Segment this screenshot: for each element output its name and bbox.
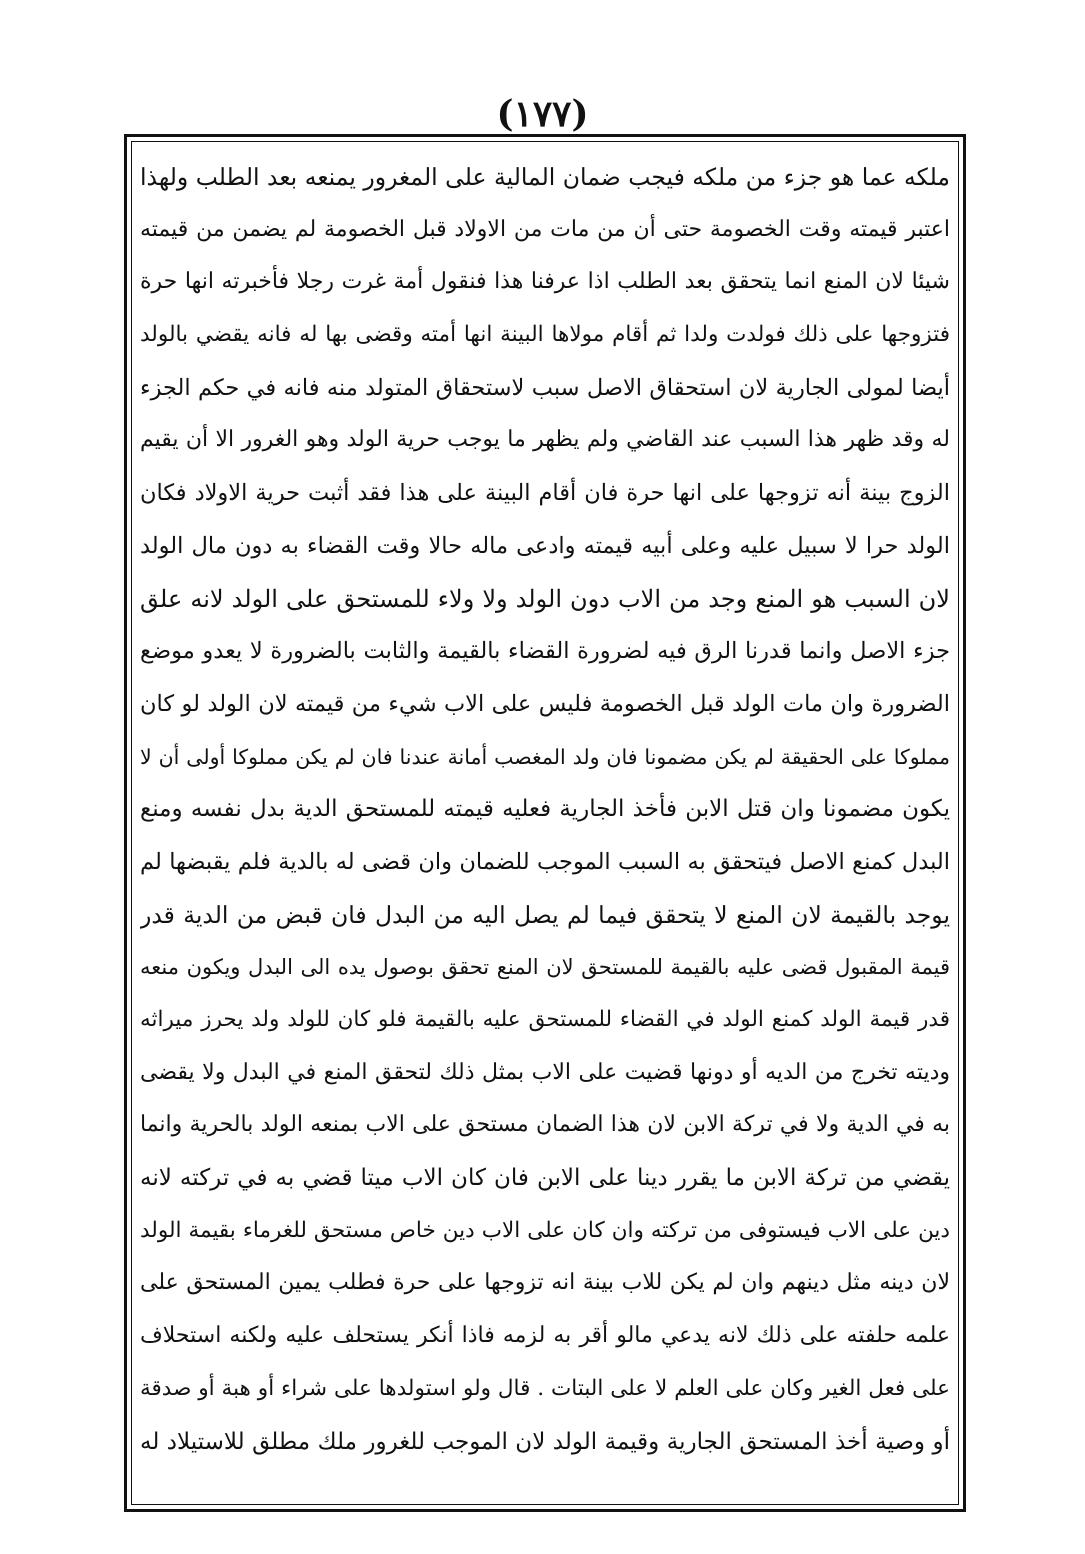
text-line: شيئا لان المنع انما يتحقق بعد الطلب اذا عرفنا هذا فنقول أمة غرت رجلا فأخبرته انها حرة	[140, 269, 950, 295]
text-line: علمه حلفته على ذلك لانه يدعي مالو أقر به لزمه فاذا أنكر يستحلف عليه ولكنه استحلاف	[140, 1323, 950, 1349]
text-line: الولد حرا لا سبيل عليه وعلى أبيه قيمته وادعى ماله حالا وقت القضاء به دون مال الولد	[140, 532, 950, 559]
text-line: دين على الاب فيستوفى من تركته وان كان على الاب دين خاص مستحق للغرماء بقيمة الولد	[140, 1217, 950, 1243]
text-line: قدر قيمة الولد كمنع الولد في القضاء للمستحق عليه بالقيمة فلو كان للولد ولد يحرز ميراثه	[140, 1007, 950, 1032]
text-line: مملوكا على الحقيقة لم يكن مضمونا فان ولد المغصب أمانة عندنا فان لم يكن مملوكا أولى أن لا	[140, 744, 950, 769]
text-line: يكون مضمونا وان قتل الابن فأخذ الجارية فعليه قيمته للمستحق الدية بدل نفسه ومنع	[140, 796, 950, 823]
text-line: ملكه عما هو جزء من ملكه فيجب ضمان المالية على المغرور يمنعه بعد الطلب ولهذا	[140, 163, 950, 191]
text-line: قيمة المقبول قضى عليه بالقيمة للمستحق لان المنع تحقق بوصول يده الى البدل ويكون منعه	[140, 955, 950, 980]
text-line: فتزوجها على ذلك فولدت ولدا ثم أقام مولاها البينة انها أمته وقضى بها له فانه يقضي بالولد	[140, 322, 950, 348]
body-text	[140, 151, 950, 1499]
text-line: على فعل الغير وكان على العلم لا على البتات . قال ولو استولدها على شراء أو هبة أو صدقة	[140, 1375, 950, 1401]
text-line: وديته تخرج من الديه أو دونها قضيت على الاب بمثل ذلك لتحقق المنع في البدل ولا يقضى	[140, 1059, 950, 1085]
text-line: له وقد ظهر هذا السبب عند القاضي ولم يظهر ما يوجب حرية الولد وهو الغرور الا أن يقيم	[140, 427, 950, 453]
text-line: يوجد بالقيمة لان المنع لا يتحقق فيما لم يصل اليه من البدل فان قبض من الدية قدر	[140, 900, 950, 929]
text-line: أيضا لمولى الجارية لان استحقاق الاصل سبب لاستحقاق المتولد منه فانه في حكم الجزء	[140, 374, 950, 401]
text-line: أو وصية أخذ المستحق الجارية وقيمة الولد لان الموجب للغرور ملك مطلق للاستيلاد له	[140, 1428, 950, 1455]
page-number: (١٧٧)	[496, 93, 589, 135]
text-line: لان السبب هو المنع وجد من الاب دون الولد ولا ولاء للمستحق على الولد لانه علق	[140, 584, 950, 613]
text-line: جزء الاصل وانما قدرنا الرق فيه لضرورة القضاء بالقيمة والثابت بالضرورة لا يعدو موضع	[140, 638, 950, 665]
text-line: البدل كمنع الاصل فيتحقق به السبب الموجب للضمان وان قضى له بالدية فلم يقبضها لم	[140, 848, 950, 875]
text-line: اعتبر قيمته وقت الخصومة حتى أن من مات من الاولاد قبل الخصومة لم يضمن من قيمته	[140, 216, 950, 242]
text-line: به في الدية ولا في تركة الابن لان هذا الضمان مستحق على الاب بمنعه الولد بالحرية وانما	[140, 1112, 950, 1138]
text-line: الضرورة وان مات الولد قبل الخصومة فليس على الاب شيء من قيمته لان الولد لو كان	[140, 690, 950, 717]
text-line: يقضي من تركة الابن ما يقرر دينا على الابن فان كان الاب ميتا قضي به في تركته لانه	[140, 1165, 950, 1192]
text-line: لان دينه مثل دينهم وان لم يكن للاب بينة انه تزوجها على حرة فطلب يمين المستحق على	[140, 1270, 950, 1296]
text-line: الزوج بينة أنه تزوجها على انها حرة فان أقام البينة على هذا فقد أثبت حرية الاولاد فكان	[140, 480, 950, 507]
